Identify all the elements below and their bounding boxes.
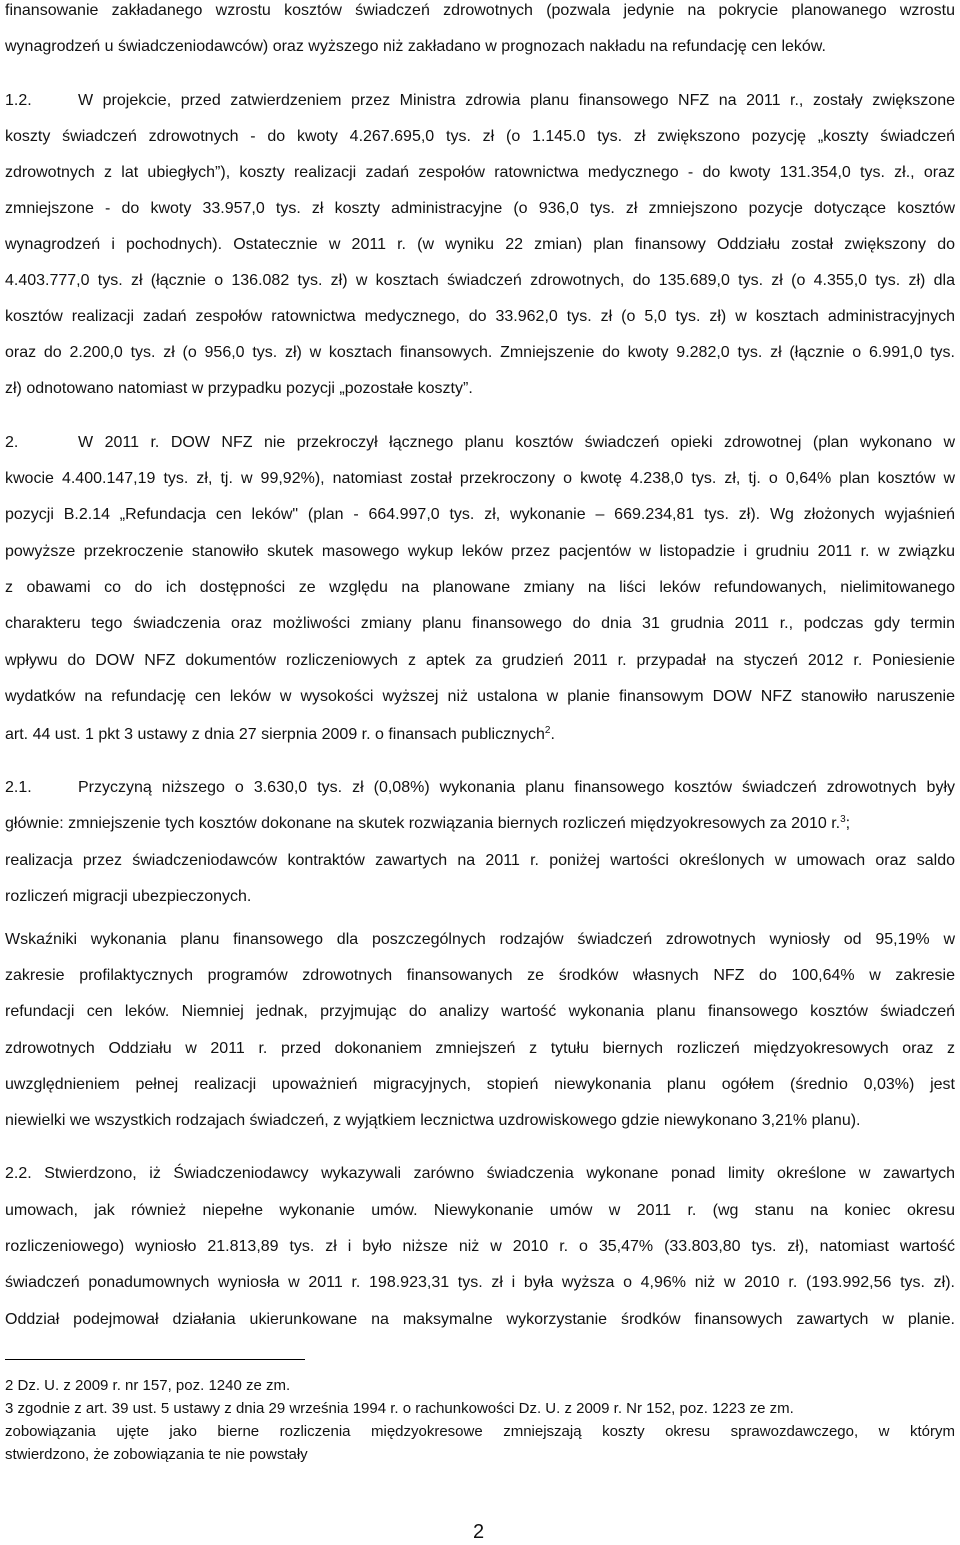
section-number: 1.2. (5, 92, 32, 109)
footnote-ref: 2 (544, 725, 551, 736)
text-line: świadczeń ponadumownych wyniosła w 2011 r. 198.923,31 tys. zł i była wyższa o 4,96% niż w 2010 r. (193.992,56 tys. zł). (5, 1274, 955, 1291)
text-line: Przyczyną niższego o 3.630,0 tys. zł (0,08%) wykonania planu finansowego kosztów świadczeń zdrowotnych były (78, 779, 955, 796)
text-line: oraz do 2.200,0 tys. zł (o 956,0 tys. zł) w kosztach finansowych. Zmniejszenie do kwoty 9.282,0 tys. zł (łącznie o 6.991,0 tys. (5, 344, 955, 361)
text-line: charakteru tego świadczenia oraz możliwości zmiany planu finansowego do dnia 31 grudnia 2011 r., podczas gdy termin (5, 615, 955, 632)
text-line: rozliczeń migracji ubezpieczonych. (5, 888, 252, 905)
text-line: rozliczeniowego) wyniosło 21.813,89 tys. zł i było niższe niż w 2010 r. o 35,47% (33.803,80 tys. zł), natomiast wartość (5, 1238, 955, 1255)
footnote: stwierdzono, że zobowiązania te nie powstały (5, 1446, 308, 1463)
footnote: zobowiązania ujęte jako bierne rozliczenia międzyokresowe zmniejszają koszty okresu sprawozdawczego, w którym (5, 1423, 955, 1440)
text-line: refundacji cen leków. Niemniej jednak, przyjmując do analizy wartość wykonania planu finansowego kosztów świadczeń (5, 1003, 955, 1020)
footnote: 3 zgodnie z art. 39 ust. 5 ustawy z dnia 29 września 1994 r. o rachunkowości Dz. U. z 2009 r. Nr 152, poz. 1223 ze zm. (5, 1400, 794, 1417)
text-line: umowach, jak również niepełne wykonanie umów. Niewykonanie umów w 2011 r. (wg stanu na koniec okresu (5, 1202, 955, 1219)
text-line: niewielki we wszystkich rodzajach świadczeń, z wyjątkiem lecznictwa uzdrowiskowego gdzie niewykonano 3,21% planu). (5, 1112, 861, 1129)
text-line: zdrowotnych Oddziału w 2011 r. przed dokonaniem zmniejszeń z tytułu biernych rozliczeń międzyokresowych oraz z (5, 1040, 955, 1057)
page-number: 2 (473, 1521, 485, 1543)
text-line: głównie: zmniejszenie tych kosztów dokonane na skutek rozwiązania biernych rozliczeń międzyokresowych za 2010 r.$^3$; (5, 814, 851, 832)
text-line: koszty świadczeń zdrowotnych - do kwoty 4.267.695,0 tys. zł (o 1.145.0 tys. zł zwiększono pozycję „koszty świadczeń (5, 128, 955, 145)
footnote: 2 Dz. U. z 2009 r. nr 157, poz. 1240 ze zm. (5, 1377, 291, 1394)
text-line: z obawami co do ich dostępności ze względu na planowane zmiany na liści leków refundowanych, nielimitowanego (5, 579, 955, 596)
text-line: wydatków na refundację cen leków w wysokości wyższej niż ustalona w planie finansowym DOW NFZ stanowiło naruszenie (5, 688, 955, 705)
footnote-separator (5, 1359, 305, 1360)
text-line: realizacja przez świadczeniodawców kontraktów zawartych na 2011 r. poniżej wartości określonych w umowach oraz saldo (5, 852, 955, 869)
section-number: 2. (5, 434, 19, 451)
text-line: finansowanie zakładanego wzrostu kosztów świadczeń zdrowotnych (pozwala jedynie na pokrycie planowanego wzrostu (5, 2, 955, 19)
footnote-ref: 3 (840, 814, 846, 825)
text-line: art. 44 ust. 1 pkt 3 ustawy z dnia 27 sierpnia 2009 r. o finansach publicznych$^2$. (5, 725, 555, 743)
text-line: wynagrodzeń u świadczeniodawców) oraz wyższego niż zakładano w prognozach nakładu na refundację cen leków. (5, 38, 826, 55)
text-line: W 2011 r. DOW NFZ nie przekroczył łącznego planu kosztów świadczeń opieki zdrowotnej (plan wykonano w (78, 434, 955, 451)
text-line: powyższe przekroczenie stanowiło skutek masowego wykup leków przez pacjentów w listopadzie i grudniu 2011 r. w związku (5, 543, 955, 560)
text-line: zł) odnotowano natomiast w przypadku pozycji „pozostałe koszty”. (5, 380, 473, 397)
text-line: kosztów realizacji zadań zespołów ratownictwa medycznego, do 33.962,0 tys. zł (o 5,0 tys. zł) w kosztach administracyjnych (5, 308, 955, 325)
text-line: zdrowotnych z lat ubiegłych”), koszty realizacji zadań zespołów ratownictwa medycznego - do kwoty 131.354,0 tys. zł., oraz (5, 164, 955, 181)
text-line: Oddział podejmował działania ukierunkowane na maksymalne wykorzystanie środków finansowych zawartych w planie. (5, 1311, 955, 1328)
text-line: uwzględnieniem pełnej realizacji upoważnień migracyjnych, stopień niewykonania planu ogółem (średnio 0,03%) jest (5, 1076, 955, 1093)
text-line: Wskaźniki wykonania planu finansowego dla poszczególnych rodzajów świadczeń zdrowotnych wyniosły od 95,19% w (5, 931, 955, 948)
text-line: wynagrodzeń i pochodnych). Ostatecznie w 2011 r. (w wyniku 22 zmian) plan finansowy Oddziału został zwiększony do (5, 236, 955, 253)
text-line: W projekcie, przed zatwierdzeniem przez Ministra zdrowia planu finansowego NFZ na 2011 r., zostały zwiększone (78, 92, 955, 109)
text-line: wpływu do DOW NFZ dokumentów rozliczeniowych z aptek za grudzień 2011 r. przypadał na styczeń 2012 r. Poniesienie (5, 652, 955, 669)
text-line: zakresie profilaktycznych programów zdrowotnych finansowanych ze środków własnych NFZ do 100,64% w zakresie (5, 967, 955, 984)
text-line: pozycji B.2.14 „Refundacja cen leków" (plan - 664.997,0 tys. zł, wykonanie – 669.234,81 tys. zł). Wg złożonych wyjaśnień (5, 506, 955, 523)
text-line: 4.403.777,0 tys. zł (łącznie o 136.082 tys. zł) w kosztach świadczeń zdrowotnych, do 135.689,0 tys. zł (o 4.355,0 tys. zł) dla (5, 272, 955, 289)
section-number: 2.2. (5, 1165, 32, 1182)
text-line: zmniejszone - do kwoty 33.957,0 tys. zł koszty administracyjne (o 936,0 tys. zł zmniejszono pozycje dotyczące kosztów (5, 200, 955, 217)
text-line: 2.2. Stwierdzono, iż Świadczeniodawcy wykazywali zarówno świadczenia wykonane ponad limity określone w zawartych (5, 1165, 955, 1182)
text-line: kwocie 4.400.147,19 tys. zł, tj. w 99,92%), natomiast został przekroczony o kwotę 4.238,0 tys. zł, tj. o 0,64% plan kosztów w (5, 470, 955, 487)
section-number: 2.1. (5, 779, 32, 796)
